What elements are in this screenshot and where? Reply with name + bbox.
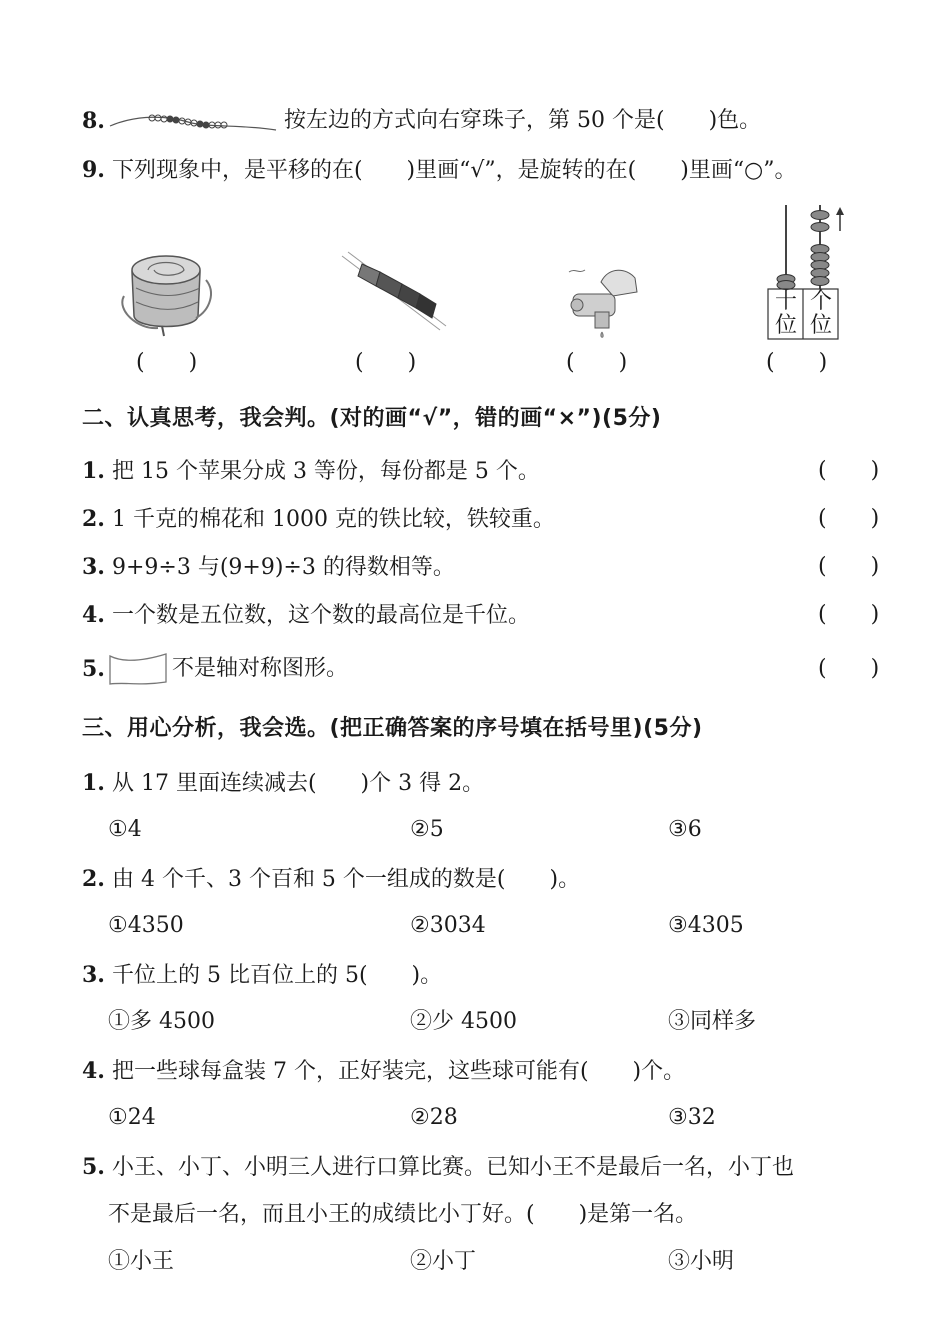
train-image	[340, 250, 450, 340]
question-9-text: 下列现象中，是平移的在( )里画“√”，是旋转的在( )里画“○”。	[111, 158, 797, 183]
option: ②小丁	[410, 1249, 477, 1274]
faucet-image	[565, 258, 655, 348]
choice-question-line-2: 不是最后一名，而且小王的成绩比小丁好。( )是第一名。	[108, 1202, 698, 1227]
option: ③32	[668, 1105, 716, 1130]
bead-string-image	[108, 108, 278, 138]
choice-question: 3. 千位上的 5 比百位上的 5( )。	[82, 962, 443, 988]
abacus-tens-label: 十 位	[774, 289, 797, 338]
answer-blank[interactable]: ( )	[818, 458, 880, 483]
option: ①小王	[108, 1249, 175, 1274]
answer-blank[interactable]: ( )	[136, 350, 198, 375]
choice-question: 2. 由 4 个千、3 个百和 5 个一组成的数是( )。	[82, 866, 581, 892]
option: ①4	[108, 817, 142, 842]
option: ③小明	[668, 1249, 735, 1274]
answer-blank[interactable]: ( )	[566, 350, 628, 375]
judge-item: 3. 9+9÷3 与(9+9)÷3 的得数相等。	[82, 554, 455, 580]
judge-item: 1. 把 15 个苹果分成 3 等份，每份都是 5 个。	[82, 458, 540, 484]
question-8	[82, 106, 105, 137]
curved-shape-image	[108, 652, 168, 686]
section-3-title: 三、用心分析，我会选。(把正确答案的序号填在括号里)(5分)	[82, 716, 703, 741]
answer-blank[interactable]: ( )	[818, 602, 880, 627]
question-number: 9.	[82, 157, 105, 183]
option: ②5	[410, 817, 444, 842]
option: ①4350	[108, 913, 184, 938]
option: ③6	[668, 817, 702, 842]
option: ③同样多	[668, 1009, 757, 1034]
choice-question: 5. 小王、小丁、小明三人进行口算比赛。已知小王不是最后一名，小丁也	[82, 1154, 794, 1180]
option: ③4305	[668, 913, 744, 938]
option: ②少 4500	[410, 1009, 517, 1034]
abacus-ones-label: 个 位	[809, 289, 832, 338]
option: ①多 4500	[108, 1009, 215, 1034]
answer-blank[interactable]: ( )	[355, 350, 417, 375]
choice-question: 1. 从 17 里面连续减去( )个 3 得 2。	[82, 770, 485, 796]
answer-blank[interactable]: ( )	[818, 506, 880, 531]
choice-question: 4. 把一些球每盒装 7 个，正好装完，这些球可能有( )个。	[82, 1058, 686, 1084]
judge-item-number: 5.	[82, 656, 105, 682]
option: ①24	[108, 1105, 156, 1130]
option: ②28	[410, 1105, 458, 1130]
question-number: 8.	[82, 108, 105, 134]
judge-item: 2. 1 千克的棉花和 1000 克的铁比较，铁较重。	[82, 506, 555, 532]
option: ②3034	[410, 913, 486, 938]
question-9	[82, 155, 797, 186]
judge-item: 4. 一个数是五位数，这个数的最高位是千位。	[82, 602, 530, 628]
question-8-text: 按左边的方式向右穿珠子，第 50 个是( )色。	[284, 108, 762, 133]
answer-blank[interactable]: ( )	[818, 656, 880, 681]
section-2-title: 二、认真思考，我会判。(对的画“√”，错的画“×”)(5分)	[82, 406, 662, 431]
answer-blank[interactable]: ( )	[766, 350, 828, 375]
judge-item-text: 不是轴对称图形。	[172, 656, 349, 681]
spinning-top-image	[118, 240, 218, 350]
answer-blank[interactable]: ( )	[818, 554, 880, 579]
